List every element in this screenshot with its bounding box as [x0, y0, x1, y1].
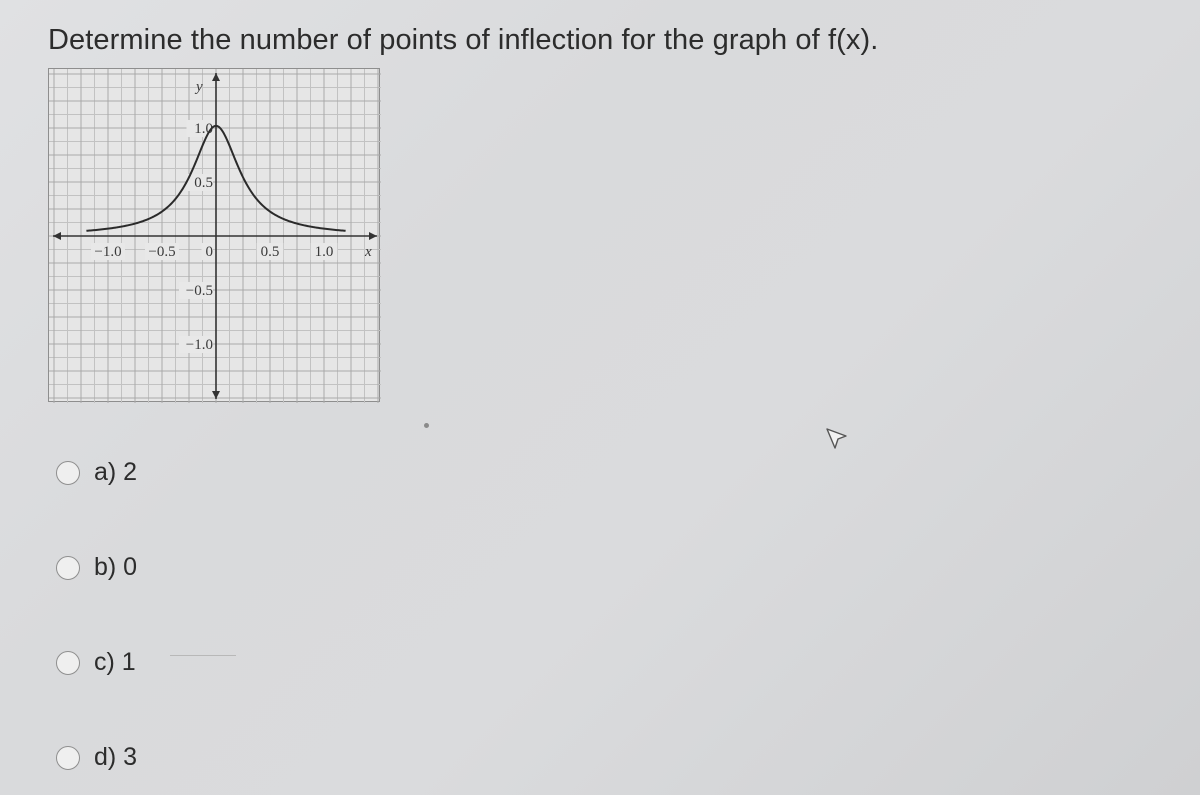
x-tick-label: 0.5 [260, 244, 280, 260]
x-tick-label: 0 [205, 244, 213, 260]
choice-c[interactable] [56, 648, 136, 677]
choice-b[interactable] [56, 553, 137, 582]
x-axis-arrow-right [369, 232, 377, 240]
y-tick-label: −1.0 [185, 337, 213, 353]
function-graph [48, 68, 380, 402]
choice-c-label: c) 1 [94, 648, 136, 676]
y-tick-label: 1.0 [194, 121, 213, 137]
choice-d-label: d) 3 [94, 743, 138, 771]
choice-b-label: b) 0 [94, 553, 138, 581]
x-tick-label: −1.0 [94, 244, 122, 260]
divider-line [170, 655, 236, 656]
radio-button-icon[interactable] [56, 556, 80, 580]
question-text: Determine the number of points of inflection for the graph of f(x). [48, 24, 879, 56]
choice-a[interactable] [56, 458, 137, 487]
choice-a-label: a) 2 [94, 458, 138, 486]
y-tick-label: −0.5 [185, 283, 213, 299]
radio-button-icon[interactable] [56, 746, 80, 770]
graph-svg [49, 69, 381, 403]
radio-button-icon[interactable] [56, 651, 80, 675]
y-tick-label: 0.5 [194, 175, 213, 191]
x-tick-label: −0.5 [148, 244, 176, 260]
radio-button-icon[interactable] [56, 461, 80, 485]
mouse-cursor-icon [824, 426, 850, 452]
y-axis-label: y [196, 79, 203, 95]
x-tick-label: 1.0 [314, 244, 334, 260]
stray-dot [424, 423, 429, 428]
choice-d[interactable] [56, 743, 137, 772]
x-axis-label: x [365, 244, 372, 260]
